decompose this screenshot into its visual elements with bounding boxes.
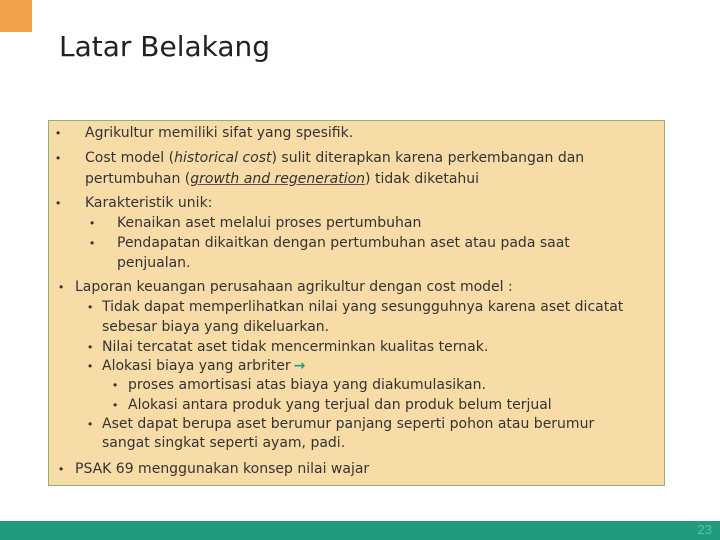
bullet-text-5: PSAK 69 menggunakan konsep nilai wajar bbox=[75, 461, 370, 477]
bullet-icon: • bbox=[56, 126, 61, 140]
bullet-icon: • bbox=[113, 398, 118, 412]
sub-bullet-text bbox=[102, 357, 305, 375]
bullet-icon: • bbox=[113, 378, 118, 392]
bullet-icon: • bbox=[88, 300, 93, 314]
text-segment: Cost model ( bbox=[85, 150, 175, 166]
text-segment: ) sulit diterapkan karena perkembangan dan bbox=[271, 150, 585, 166]
sub-bullet-text: Pendapatan dikaitkan dengan pertumbuhan aset atau pada saat bbox=[117, 235, 570, 251]
bullet-text-1: Agrikultur memiliki sifat yang spesifik. bbox=[85, 125, 354, 141]
page-number: 23 bbox=[697, 522, 712, 537]
bullet-icon: • bbox=[88, 359, 93, 373]
bullet-icon: • bbox=[59, 280, 64, 294]
bullet-icon: • bbox=[90, 236, 95, 250]
arrow-right-icon: → bbox=[293, 358, 306, 374]
bullet-text-3: Karakteristik unik: bbox=[85, 195, 213, 211]
bullet-icon: • bbox=[88, 340, 93, 354]
text-segment: Alokasi biaya yang arbriter bbox=[102, 358, 291, 374]
page-title: Latar Belakang bbox=[59, 30, 271, 63]
sub-sub-bullet-text: proses amortisasi atas biaya yang diakumulasikan. bbox=[128, 377, 486, 393]
bullet-text-4: Laporan keuangan perusahaan agrikultur dengan cost model : bbox=[75, 279, 513, 295]
bullet-icon: • bbox=[56, 151, 61, 165]
corner-accent bbox=[0, 0, 32, 32]
sub-bullet-text-cont: sangat singkat seperti ayam, padi. bbox=[102, 435, 346, 451]
bullet-icon: • bbox=[59, 462, 64, 476]
sub-sub-bullet-text: Alokasi antara produk yang terjual dan produk belum terjual bbox=[128, 397, 552, 413]
sub-bullet-text: Aset dapat berupa aset berumur panjang seperti pohon atau berumur bbox=[102, 416, 595, 432]
bullet-text-2 bbox=[85, 149, 584, 167]
sub-bullet-text-cont: penjualan. bbox=[117, 255, 191, 271]
bullet-icon: • bbox=[56, 196, 61, 210]
sub-bullet-text: Nilai tercatat aset tidak mencerminkan kualitas ternak. bbox=[102, 339, 489, 355]
bullet-text-2-cont bbox=[85, 170, 479, 188]
sub-bullet-text: Tidak dapat memperlihatkan nilai yang sesungguhnya karena aset dicatat bbox=[102, 299, 624, 315]
text-segment: pertumbuhan ( bbox=[85, 171, 191, 187]
bullet-icon: • bbox=[88, 417, 93, 431]
sub-bullet-text-cont: sebesar biaya yang dikeluarkan. bbox=[102, 319, 330, 335]
bullet-icon: • bbox=[90, 216, 95, 230]
underlined-term: growth and regeneration bbox=[190, 171, 366, 187]
text-segment: ) tidak diketahui bbox=[365, 171, 480, 187]
italic-term: historical cost bbox=[174, 150, 272, 166]
footer-bar bbox=[0, 521, 720, 540]
sub-bullet-text: Kenaikan aset melalui proses pertumbuhan bbox=[117, 215, 422, 231]
